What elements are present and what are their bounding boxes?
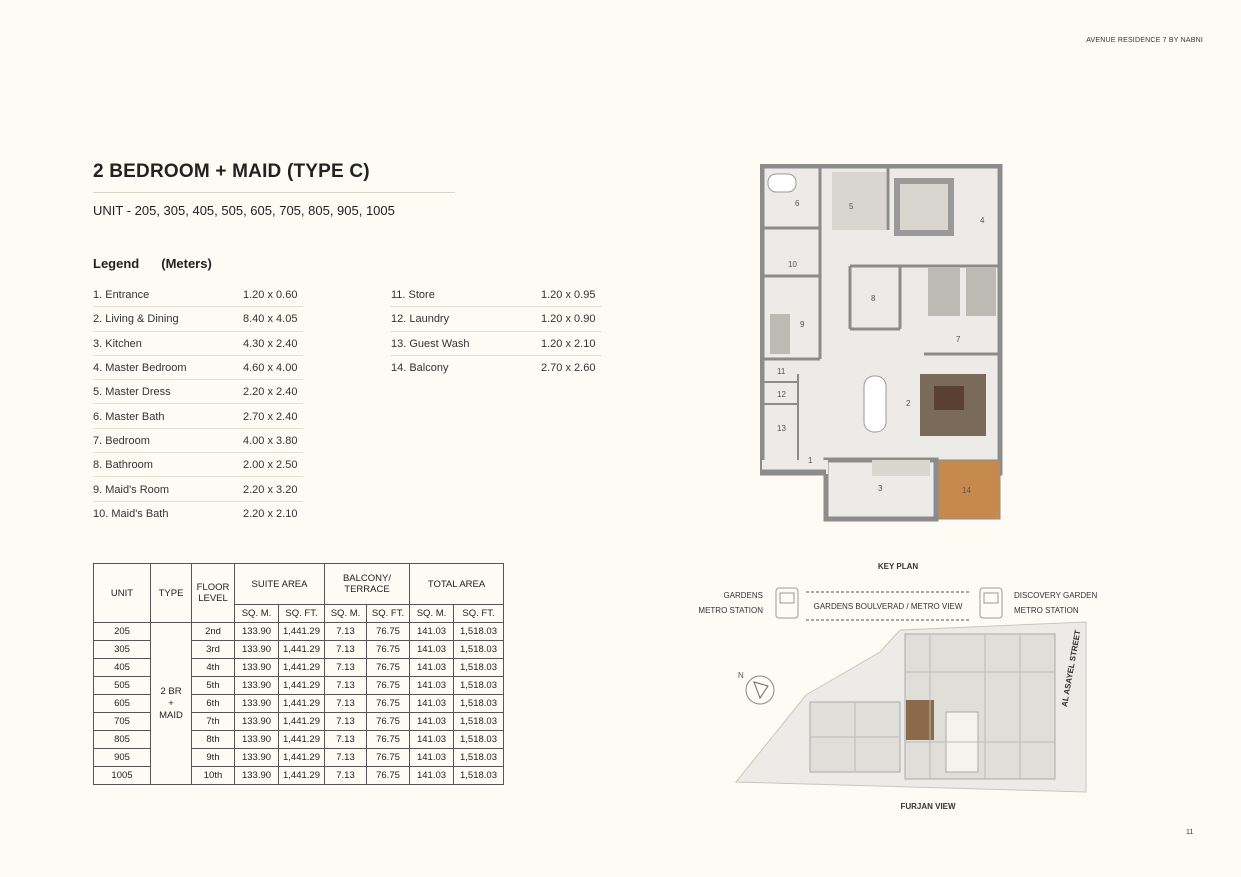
subheader-sqm: SQ. M.	[235, 605, 279, 623]
legend-item-name: 13. Guest Wash	[391, 337, 470, 350]
type-line: +	[168, 697, 174, 709]
cell-tot-sqft: 1,518.03	[454, 731, 504, 749]
cell-suite-sqm: 133.90	[235, 623, 279, 641]
maid-bed	[770, 314, 790, 354]
col-total-header: TOTAL AREA	[410, 564, 504, 605]
bed-single	[966, 268, 996, 316]
gardens-label: GARDENS	[723, 591, 763, 600]
legend-item	[93, 503, 303, 525]
cell-suite-sqft: 1,441.29	[279, 659, 325, 677]
legend-item	[93, 478, 303, 501]
cell-bal-sqm: 7.13	[325, 749, 367, 767]
cell-tot-sqm: 141.03	[410, 677, 454, 695]
legend-item-dim: 4.00 x 3.80	[243, 434, 298, 447]
room-number: 9	[800, 320, 805, 329]
room-number: 13	[777, 424, 786, 433]
room-number: 6	[795, 199, 800, 208]
cell-bal-sqft: 76.75	[367, 677, 410, 695]
cell-bal-sqm: 7.13	[325, 641, 367, 659]
table-row	[94, 623, 504, 641]
room-number: 12	[777, 390, 786, 399]
legend-item-dim: 4.30 x 2.40	[243, 337, 298, 350]
legend-item-name: 14. Balcony	[391, 362, 449, 375]
room-number: 11	[777, 367, 786, 376]
cell-bal-sqm: 7.13	[325, 695, 367, 713]
legend-item-dim: 2.00 x 2.50	[243, 459, 298, 472]
subheader-sqm: SQ. M.	[325, 605, 367, 623]
cell-tot-sqft: 1,518.03	[454, 767, 504, 785]
legend-item-name: 1. Entrance	[93, 289, 150, 302]
subheader-sqft: SQ. FT.	[279, 605, 325, 623]
page-number: 11	[1186, 829, 1194, 836]
kitchen-counter	[872, 460, 930, 476]
col-floor-header: FLOOR LEVEL	[192, 564, 235, 623]
furjan-view-label: FURJAN VIEW	[900, 802, 956, 811]
legend-item	[93, 454, 303, 477]
floor-plan	[760, 164, 1005, 524]
legend-item	[93, 333, 303, 356]
room-number: 4	[980, 216, 985, 225]
room-number: 2	[906, 399, 911, 408]
cell-unit: 305	[94, 641, 151, 659]
cell-suite-sqft: 1,441.29	[279, 623, 325, 641]
cell-bal-sqft: 76.75	[367, 731, 410, 749]
cell-floor: 6th	[192, 695, 235, 713]
cell-tot-sqft: 1,518.03	[454, 677, 504, 695]
cell-unit: 205	[94, 623, 151, 641]
room-number: 10	[788, 260, 797, 269]
cell-floor: 10th	[192, 767, 235, 785]
coffee-table	[934, 386, 964, 410]
room-number: 14	[962, 486, 971, 495]
cell-bal-sqm: 7.13	[325, 767, 367, 785]
legend-item-dim: 2.20 x 3.20	[243, 483, 298, 496]
cell-tot-sqm: 141.03	[410, 623, 454, 641]
cell-tot-sqft: 1,518.03	[454, 713, 504, 731]
title-divider	[93, 192, 455, 193]
cell-floor: 7th	[192, 713, 235, 731]
cell-floor: 3rd	[192, 641, 235, 659]
legend-item-dim: 2.70 x 2.40	[243, 410, 298, 423]
legend-item	[93, 357, 303, 380]
cell-floor: 8th	[192, 731, 235, 749]
cell-tot-sqm: 141.03	[410, 731, 454, 749]
master-bed-linen	[900, 184, 948, 230]
key-plan-map	[730, 582, 1110, 802]
legend-item-name: 9. Maid's Room	[93, 483, 170, 496]
cell-bal-sqm: 7.13	[325, 677, 367, 695]
room-number: 5	[849, 202, 854, 211]
boulevard-label: GARDENS BOULVERAD / METRO VIEW	[813, 602, 963, 611]
legend-heading	[93, 256, 212, 271]
room-number: 3	[878, 484, 883, 493]
cell-unit: 905	[94, 749, 151, 767]
legend-title: Legend	[93, 256, 140, 271]
dress-closet	[832, 172, 886, 230]
legend-item-dim: 2.70 x 2.60	[541, 362, 596, 375]
cell-tot-sqm: 141.03	[410, 641, 454, 659]
legend-unit: (Meters)	[161, 256, 212, 271]
cell-bal-sqm: 7.13	[325, 623, 367, 641]
legend-item-name: 11. Store	[391, 289, 435, 302]
cell-tot-sqm: 141.03	[410, 659, 454, 677]
cell-suite-sqft: 1,441.29	[279, 731, 325, 749]
legend-item	[391, 308, 601, 331]
cell-suite-sqft: 1,441.29	[279, 767, 325, 785]
legend-item	[93, 430, 303, 453]
cell-suite-sqm: 133.90	[235, 641, 279, 659]
cell-bal-sqft: 76.75	[367, 641, 410, 659]
cell-unit: 605	[94, 695, 151, 713]
cell-tot-sqm: 141.03	[410, 749, 454, 767]
brand-header: AVENUE RESIDENCE 7 BY NABNI	[1086, 37, 1203, 44]
legend-item-name: 5. Master Dress	[93, 386, 171, 399]
cell-tot-sqft: 1,518.03	[454, 623, 504, 641]
cell-tot-sqft: 1,518.03	[454, 641, 504, 659]
legend-item-dim: 8.40 x 4.05	[243, 313, 298, 326]
cell-type	[151, 623, 192, 785]
cell-tot-sqft: 1,518.03	[454, 749, 504, 767]
legend-item	[93, 284, 303, 307]
type-line: MAID	[159, 709, 183, 721]
subheader-sqft: SQ. FT.	[367, 605, 410, 623]
legend-item	[93, 405, 303, 428]
col-balcony-header: BALCONY/ TERRACE	[325, 564, 410, 605]
col-unit-header: UNIT	[94, 564, 151, 623]
bed-single	[928, 268, 960, 316]
cell-suite-sqm: 133.90	[235, 713, 279, 731]
legend-item-dim: 1.20 x 2.10	[541, 337, 596, 350]
cell-tot-sqm: 141.03	[410, 695, 454, 713]
cell-suite-sqft: 1,441.29	[279, 713, 325, 731]
cell-unit: 505	[94, 677, 151, 695]
metro-icon	[980, 588, 1002, 618]
street-label: AL ASAYEL STREET	[1060, 629, 1083, 708]
dining-table	[864, 376, 886, 432]
north-label: N	[738, 671, 744, 680]
col-suite-header: SUITE AREA	[235, 564, 325, 605]
cell-bal-sqft: 76.75	[367, 695, 410, 713]
legend-item-name: 3. Kitchen	[93, 337, 142, 350]
cell-bal-sqm: 7.13	[325, 731, 367, 749]
discovery-metro-label: METRO STATION	[1014, 606, 1079, 615]
legend-item-dim: 4.60 x 4.00	[243, 362, 298, 375]
legend-item	[391, 284, 601, 307]
legend-item	[93, 308, 303, 331]
unit-list: UNIT - 205, 305, 405, 505, 605, 705, 805, 905, 1005	[93, 203, 395, 218]
cell-unit: 705	[94, 713, 151, 731]
room-number: 7	[956, 335, 961, 344]
col-type-header: TYPE	[151, 564, 192, 623]
cell-unit: 805	[94, 731, 151, 749]
area-table	[93, 563, 504, 785]
cell-bal-sqft: 76.75	[367, 659, 410, 677]
cell-suite-sqft: 1,441.29	[279, 677, 325, 695]
cell-suite-sqm: 133.90	[235, 695, 279, 713]
cell-suite-sqft: 1,441.29	[279, 749, 325, 767]
legend-item-dim: 1.20 x 0.60	[243, 289, 298, 302]
legend-item-name: 12. Laundry	[391, 313, 450, 326]
type-line: 2 BR	[160, 685, 182, 697]
cell-suite-sqm: 133.90	[235, 677, 279, 695]
cell-tot-sqft: 1,518.03	[454, 659, 504, 677]
bathtub	[768, 174, 796, 192]
metro-icon-window	[780, 593, 794, 603]
cell-bal-sqm: 7.13	[325, 713, 367, 731]
metro-icon	[776, 588, 798, 618]
legend-item-name: 10. Maid's Bath	[93, 507, 169, 520]
cell-bal-sqft: 76.75	[367, 767, 410, 785]
page-title: 2 BEDROOM + MAID (TYPE C)	[93, 161, 370, 182]
legend-list-right	[391, 284, 601, 380]
cell-tot-sqft: 1,518.03	[454, 695, 504, 713]
discovery-label: DISCOVERY GARDEN	[1014, 591, 1098, 600]
legend-item-dim: 2.20 x 2.40	[243, 386, 298, 399]
cell-floor: 9th	[192, 749, 235, 767]
legend-list-left	[93, 284, 303, 526]
legend-item-name: 8. Bathroom	[93, 459, 153, 472]
cell-tot-sqm: 141.03	[410, 767, 454, 785]
cell-bal-sqft: 76.75	[367, 623, 410, 641]
keyplan-title: KEY PLAN	[877, 562, 919, 571]
north-arrow-icon	[754, 682, 768, 698]
cell-unit: 1005	[94, 767, 151, 785]
subheader-sqm: SQ. M.	[410, 605, 454, 623]
legend-item	[391, 333, 601, 356]
cell-bal-sqm: 7.13	[325, 659, 367, 677]
legend-item-dim: 1.20 x 0.90	[541, 313, 596, 326]
cell-tot-sqm: 141.03	[410, 713, 454, 731]
legend-item-name: 7. Bedroom	[93, 434, 150, 447]
metro-icon-window	[984, 593, 998, 603]
compass-icon	[746, 676, 774, 704]
cell-unit: 405	[94, 659, 151, 677]
cell-suite-sqm: 133.90	[235, 749, 279, 767]
legend-item-name: 4. Master Bedroom	[93, 362, 187, 375]
room-number: 1	[808, 456, 813, 465]
cell-bal-sqft: 76.75	[367, 749, 410, 767]
legend-item	[93, 381, 303, 404]
cell-floor: 4th	[192, 659, 235, 677]
cell-suite-sqm: 133.90	[235, 659, 279, 677]
room-number: 8	[871, 294, 876, 303]
cell-floor: 2nd	[192, 623, 235, 641]
cell-floor: 5th	[192, 677, 235, 695]
legend-item-dim: 1.20 x 0.95	[541, 289, 596, 302]
subheader-sqft: SQ. FT.	[454, 605, 504, 623]
cell-suite-sqft: 1,441.29	[279, 641, 325, 659]
legend-item-dim: 2.20 x 2.10	[243, 507, 298, 520]
legend-item-name: 6. Master Bath	[93, 410, 165, 423]
legend-item	[391, 357, 601, 379]
cell-bal-sqft: 76.75	[367, 713, 410, 731]
cell-suite-sqm: 133.90	[235, 767, 279, 785]
gardens-metro-label: METRO STATION	[698, 606, 763, 615]
cell-suite-sqm: 133.90	[235, 731, 279, 749]
legend-item-name: 2. Living & Dining	[93, 313, 179, 326]
cell-suite-sqft: 1,441.29	[279, 695, 325, 713]
